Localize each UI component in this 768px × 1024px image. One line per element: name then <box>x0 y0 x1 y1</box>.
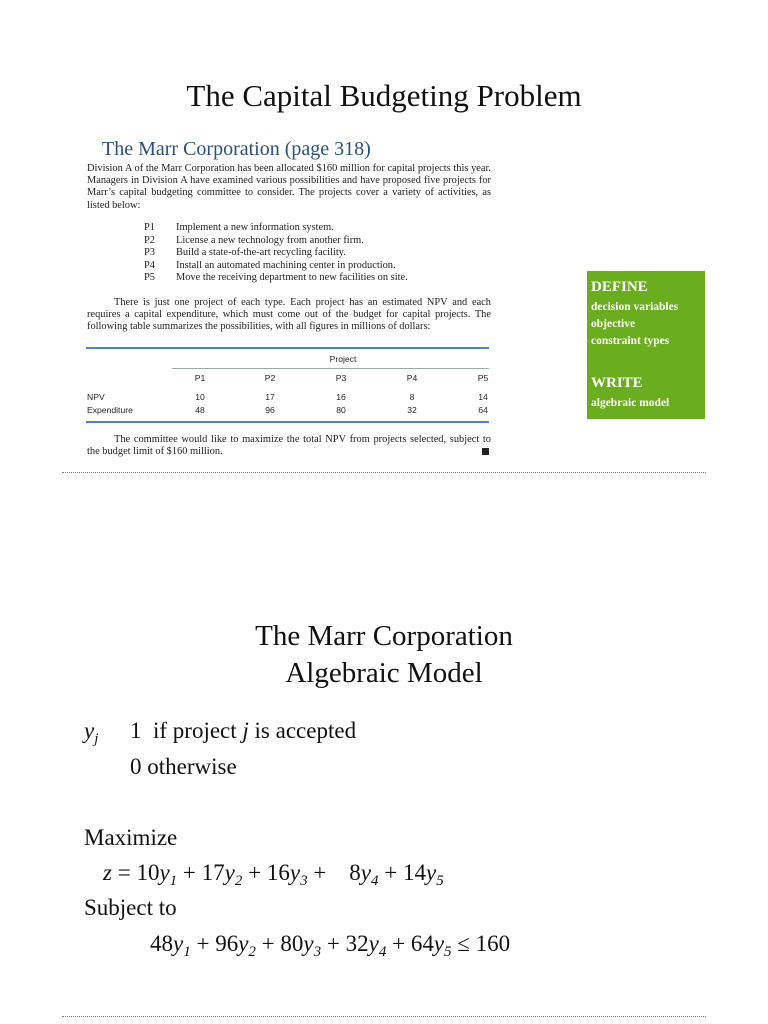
summary-paragraph: There is just one project of each type. Each project has an estimated NPV and each requires a capital expenditure, which must come out of the budget for capital projects. The following table summarizes the possibilities, with all figures in millions of dollars: <box>87 297 491 333</box>
define-write-box <box>587 271 705 419</box>
define-item: objective <box>591 318 636 330</box>
define-item: decision variables <box>591 301 679 313</box>
project-code: P3 <box>144 247 155 258</box>
objective-paragraph: The committee would like to maximize the total NPV from projects selected, subject to the budget limit of $160 million. <box>87 434 491 458</box>
define-item: constraint types <box>591 335 670 347</box>
budget-constraint: $48y_1 + 96y_2 + 80y_3 + 32y_4 + 64y_5 \le 160$ <box>150 931 511 960</box>
slide-divider <box>62 1016 706 1017</box>
write-label: WRITE <box>591 375 643 391</box>
project-desc: License a new technology from another firm. <box>176 234 364 246</box>
list-item <box>144 235 484 248</box>
slide1-subtitle: The Marr Corporation (page 318) <box>102 138 371 160</box>
project-desc: Build a state-of-the-art recycling facility. <box>176 247 346 258</box>
row-label: NPV <box>87 392 105 402</box>
table-cell: 8 <box>409 392 415 402</box>
table-cell: 14 <box>478 392 488 402</box>
table-cell: 16 <box>336 392 346 402</box>
define-label: DEFINE <box>591 279 648 295</box>
project-code: P1 <box>144 222 155 233</box>
table-cell: 32 <box>407 405 417 415</box>
column-header: P2 <box>264 373 276 383</box>
project-desc: Move the receiving department to new facilities on site. <box>176 272 408 283</box>
row-label: Expenditure <box>87 405 133 415</box>
project-code: P2 <box>144 234 155 246</box>
write-item: algebraic model <box>591 397 670 409</box>
list-item <box>144 222 484 235</box>
column-header: P5 <box>477 373 489 383</box>
table-cell: 96 <box>265 405 275 415</box>
slide-divider <box>62 472 706 473</box>
slide2-title-line1: The Marr Corporation <box>255 620 513 652</box>
project-code: P5 <box>144 272 155 283</box>
table-cell: 17 <box>265 392 275 402</box>
table-group-header: Project <box>329 354 357 364</box>
column-header: P4 <box>406 373 418 383</box>
slide1-title: The Capital Budgeting Problem <box>186 78 582 113</box>
table-cell: 48 <box>195 405 205 415</box>
table-top-rule <box>86 347 489 349</box>
list-item <box>144 260 484 273</box>
table-header-rule <box>172 368 489 369</box>
column-header: P3 <box>335 373 347 383</box>
project-list <box>144 222 484 285</box>
objective-function: $z = 10y_1 + 17y_2 + 16y_3$ + $8y_4 + 14y_5$ <box>103 860 444 889</box>
project-code: P4 <box>144 259 155 271</box>
list-item <box>144 247 484 260</box>
end-of-example-icon <box>482 448 489 455</box>
table-cell: 64 <box>478 405 488 415</box>
column-header: P1 <box>194 373 206 383</box>
maximize-label: Maximize <box>84 825 178 850</box>
variable-definition-otherwise: 0 otherwise <box>130 754 237 779</box>
subject-to-label: Subject to <box>84 895 177 920</box>
slide2-title-line2: Algebraic Model <box>285 657 483 689</box>
table-bottom-rule <box>86 421 489 423</box>
table-cell: 80 <box>336 405 346 415</box>
variable-symbol: $y_j$ <box>84 718 99 747</box>
table-cell: 10 <box>195 392 205 402</box>
project-desc: Install an automated machining center in production. <box>176 259 396 271</box>
project-desc: Implement a new information system. <box>176 222 334 233</box>
intro-paragraph: Division A of the Marr Corporation has been allocated $160 million for capital projects this year. Managers in Division A have examined various possibilities and have proposed five projects for Marr’s capital budgeting committee to consider. The projects cover a variety of activities, as listed below: <box>87 163 491 211</box>
variable-definition: 1 if project j is accepted <box>130 718 357 743</box>
list-item <box>144 272 484 285</box>
